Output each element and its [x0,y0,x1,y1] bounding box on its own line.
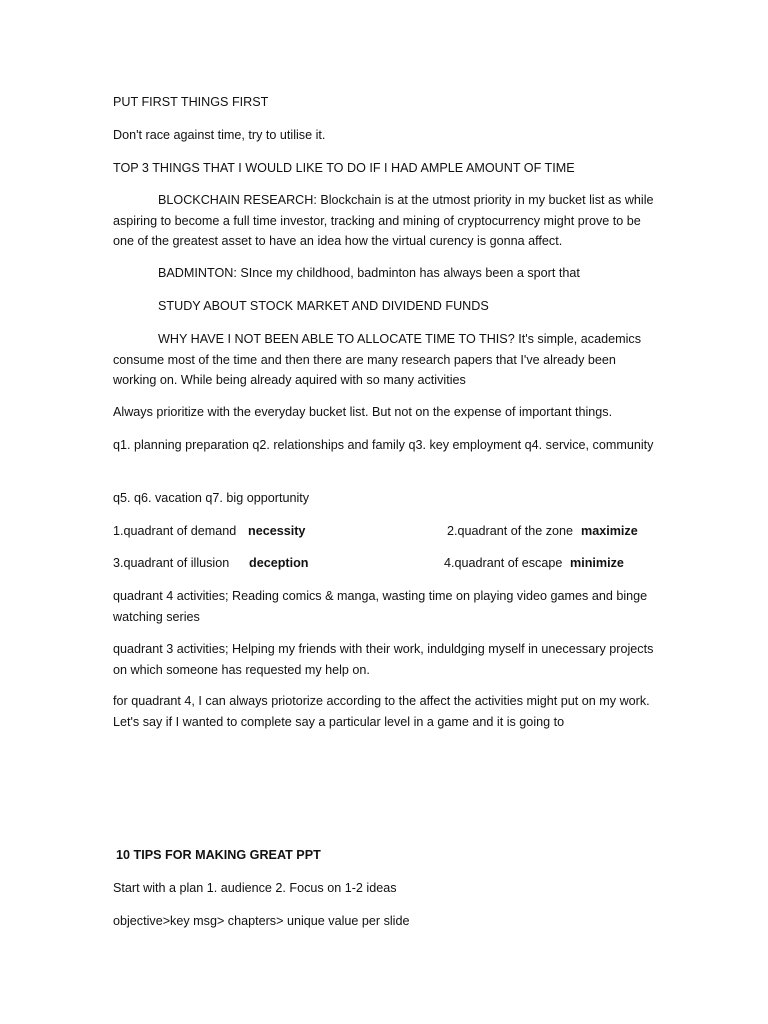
paragraph-quadrant-4-activities: quadrant 4 activities; Reading comics & manga, wasting time on playing video games and binge watching series [113,589,648,624]
paragraph-dont-race: Don't race against time, try to utilise it. [113,128,326,142]
quadrant-4-label: 4.quadrant of escape [444,556,563,570]
quadrant-3-value: deception [249,556,309,570]
quadrant-2-value: maximize [581,524,638,538]
paragraph-blockchain: BLOCKCHAIN RESEARCH: Blockchain is at the utmost priority in my bucket list as while aspiring to become a full time investor, tracking and mining of cryptocurrency might prove to be one of the greatest asset to have an idea how the virtual curency is gonna affect. [113,193,654,248]
paragraph-q1-q4: q1. planning preparation q2. relationships and family q3. key employment q4. service, community [113,438,654,452]
heading-top-3-things: TOP 3 THINGS THAT I WOULD LIKE TO DO IF I HAD AMPLE AMOUNT OF TIME [113,161,575,175]
paragraph-start-with-plan: Start with a plan 1. audience 2. Focus on 1-2 ideas [113,881,397,895]
quadrant-row-2 [113,553,658,573]
quadrant-4-value: minimize [570,556,624,570]
quadrant-1-value: necessity [248,524,306,538]
quadrant-2-label: 2.quadrant of the zone [447,524,574,538]
paragraph-for-quadrant-4: for quadrant 4, I can always priotorize according to the affect the activities might put on my work. Let's say if I wanted to complete say a particular level in a game and it is going to [113,694,650,729]
heading-put-first-things-first: PUT FIRST THINGS FIRST [113,95,269,109]
paragraph-objective-key-msg: objective>key msg> chapters> unique value per slide [113,914,410,928]
heading-10-tips-ppt: 10 TIPS FOR MAKING GREAT PPT [116,848,321,862]
paragraph-stock-market: STUDY ABOUT STOCK MARKET AND DIVIDEND FUNDS [158,299,489,313]
paragraph-quadrant-3-activities: quadrant 3 activities; Helping my friends with their work, induldging myself in unecessary projects on which someone has requested my help on. [113,642,654,677]
paragraph-always-prioritize: Always prioritize with the everyday bucket list. But not on the expense of important things. [113,405,613,419]
paragraph-badminton: BADMINTON: SInce my childhood, badminton has always been a sport that [158,266,580,280]
quadrant-1-label: 1.quadrant of demand [113,524,237,538]
paragraph-why-not-allocated: WHY HAVE I NOT BEEN ABLE TO ALLOCATE TIME TO THIS? It's simple, academics consume most of the time and then there are many research papers that I've already been working on. While being already aquired with so many activities [113,332,641,387]
quadrant-row-1 [113,521,658,541]
quadrant-3-label: 3.quadrant of illusion [113,556,230,570]
paragraph-q5-q7: q5. q6. vacation q7. big opportunity [113,491,310,505]
